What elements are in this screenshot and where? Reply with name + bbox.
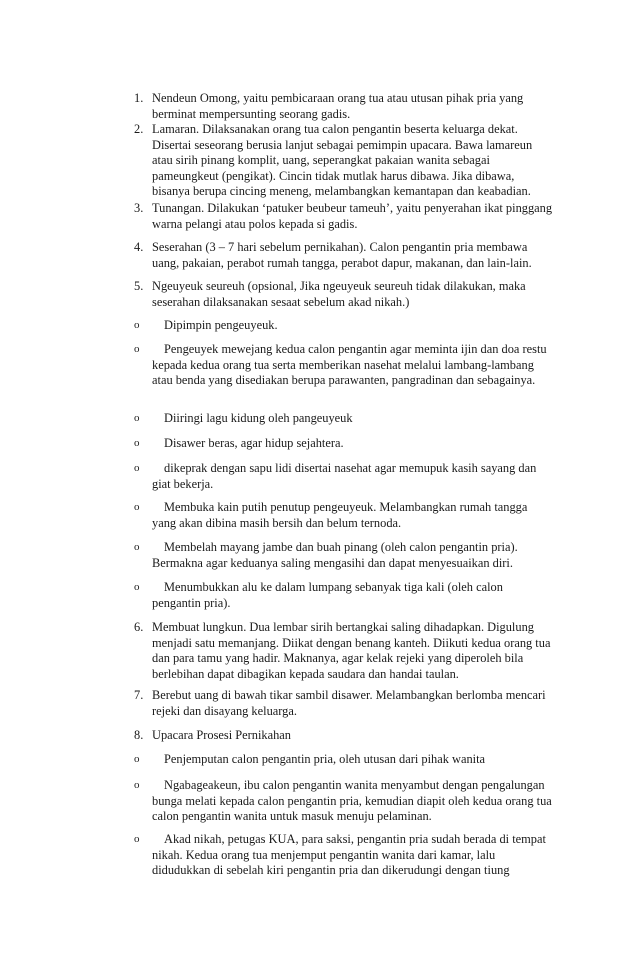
item-number: 3. [134,201,144,215]
numbered-item-1 [134,91,554,122]
numbered-item-5 [134,279,554,310]
numbered-item-7 [134,688,554,719]
bullet-item [134,832,554,879]
bullet-marker: o [134,319,140,331]
item-text: Berebut uang di bawah tikar sambil disawer. Melambangkan berlomba mencari rejeki dan disayang keluarga. [152,688,546,718]
bullet-marker: o [134,541,140,553]
item-number: 5. [134,279,144,293]
bullet-marker: o [134,581,140,593]
item-text: Tunangan. Dilakukan ‘patuker beubeur tameuh’, yaitu penyerahan ikat pinggang warna pelangi atau polos kepada si gadis. [152,201,553,231]
item-text: Membuka kain putih penutup pengeuyeuk. Melambangkan rumah tangga yang akan dibina masih bersih dan belum ternoda. [152,500,528,530]
item-text: Dipimpin pengeuyeuk. [164,318,278,332]
item-text: Pengeuyek mewejang kedua calon pengantin agar meminta ijin dan doa restu kepada kedua orang tua serta memberikan nasehat melalui lambang-lambang atau benda yang disediakan berupa parawanten, pangradinan dan sebagainya. [152,342,547,388]
item-text: Disawer beras, agar hidup sejahtera. [164,436,344,450]
numbered-item-3 [134,201,554,232]
bullet-item [134,500,554,531]
bullet-item [134,342,554,389]
item-text: Seserahan (3 – 7 hari sebelum pernikahan). Calon pengantin pria membawa uang, pakaian, perabot rumah tangga, perabot dapur, makanan, dan lain-lain. [152,240,532,270]
item-number: 1. [134,91,144,105]
bullet-item [134,752,554,768]
item-text: Lamaran. Dilaksanakan orang tua calon pengantin beserta keluarga dekat. Disertai seseorang berusia lanjut sebagai pemimpin upacara. Bawa lamareun atau sirih pinang komplit, uang, seperangkat pakaian wanita sebagai pameungkeut (pengikat). Cincin tidak mutlak harus dibawa. Jika dibawa, bisanya berupa cincing meneng, melambangkan kemantapan dan keabadian. [152,122,533,199]
item-text: Menumbukkan alu ke dalam lumpang sebanyak tiga kali (oleh calon pengantin pria). [152,580,503,610]
item-text: Membuat lungkun. Dua lembar sirih bertangkai saling dihadapkan. Digulung menjadi satu memanjang. Diikat dengan benang kanteh. Diikuti kedua orang tua dan para tamu yang hadir. Maknanya, agar kelak rejeki yang diperoleh bila berlebihan dapat dibagikan kepada saudara dan handai taulan. [152,620,551,681]
bullet-item [134,436,554,452]
bullet-marker: o [134,462,140,474]
bullet-marker: o [134,437,140,449]
item-text: Membelah mayang jambe dan buah pinang (oleh calon pengantin pria). Bermakna agar keduanya saling mengasihi dan dapat menyesuaikan diri. [152,540,518,570]
item-text: Ngabageakeun, ibu calon pengantin wanita menyambut dengan pengalungan bunga melati kepada calon pengantin pria, kemudian diapit oleh kedua orang tua calon pengantin wanita untuk masuk menuju pelaminan. [152,778,552,824]
bullet-item [134,461,554,492]
bullet-item [134,540,554,571]
item-text: Penjemputan calon pengantin pria, oleh utusan dari pihak wanita [164,752,486,766]
bullet-item [134,411,554,427]
item-text: Akad nikah, petugas KUA, para saksi, pengantin pria sudah berada di tempat nikah. Kedua orang tua menjemput pengantin wanita dari kamar, lalu didudukkan di sebelah kiri pengantin pria dan dikerudungi dengan tiung [152,832,546,878]
item-text: Nendeun Omong, yaitu pembicaraan orang tua atau utusan pihak pria yang berminat mempersunting seorang gadis. [152,91,524,121]
numbered-item-6 [134,620,554,682]
bullet-marker: o [134,753,140,765]
item-text: Ngeuyeuk seureuh (opsional, Jika ngeuyeuk seureuh tidak dilakukan, maka seserahan dilaksanakan sesaat sebelum akad nikah.) [152,279,526,309]
item-number: 8. [134,728,144,742]
bullet-marker: o [134,501,140,513]
bullet-marker: o [134,779,140,791]
item-number: 2. [134,122,144,136]
bullet-marker: o [134,833,140,845]
bullet-item [134,580,554,611]
numbered-item-8 [134,728,554,744]
item-number: 6. [134,620,144,634]
item-number: 4. [134,240,144,254]
item-text: dikeprak dengan sapu lidi disertai nasehat agar memupuk kasih sayang dan giat bekerja. [152,461,537,491]
item-text: Upacara Prosesi Pernikahan [152,728,292,742]
bullet-item [134,318,554,334]
bullet-marker: o [134,343,140,355]
bullet-marker: o [134,412,140,424]
bullet-item [134,778,554,825]
item-number: 7. [134,688,144,702]
numbered-item-2 [134,122,554,200]
item-text: Diiringi lagu kidung oleh pangeuyeuk [164,411,353,425]
numbered-item-4 [134,240,554,271]
